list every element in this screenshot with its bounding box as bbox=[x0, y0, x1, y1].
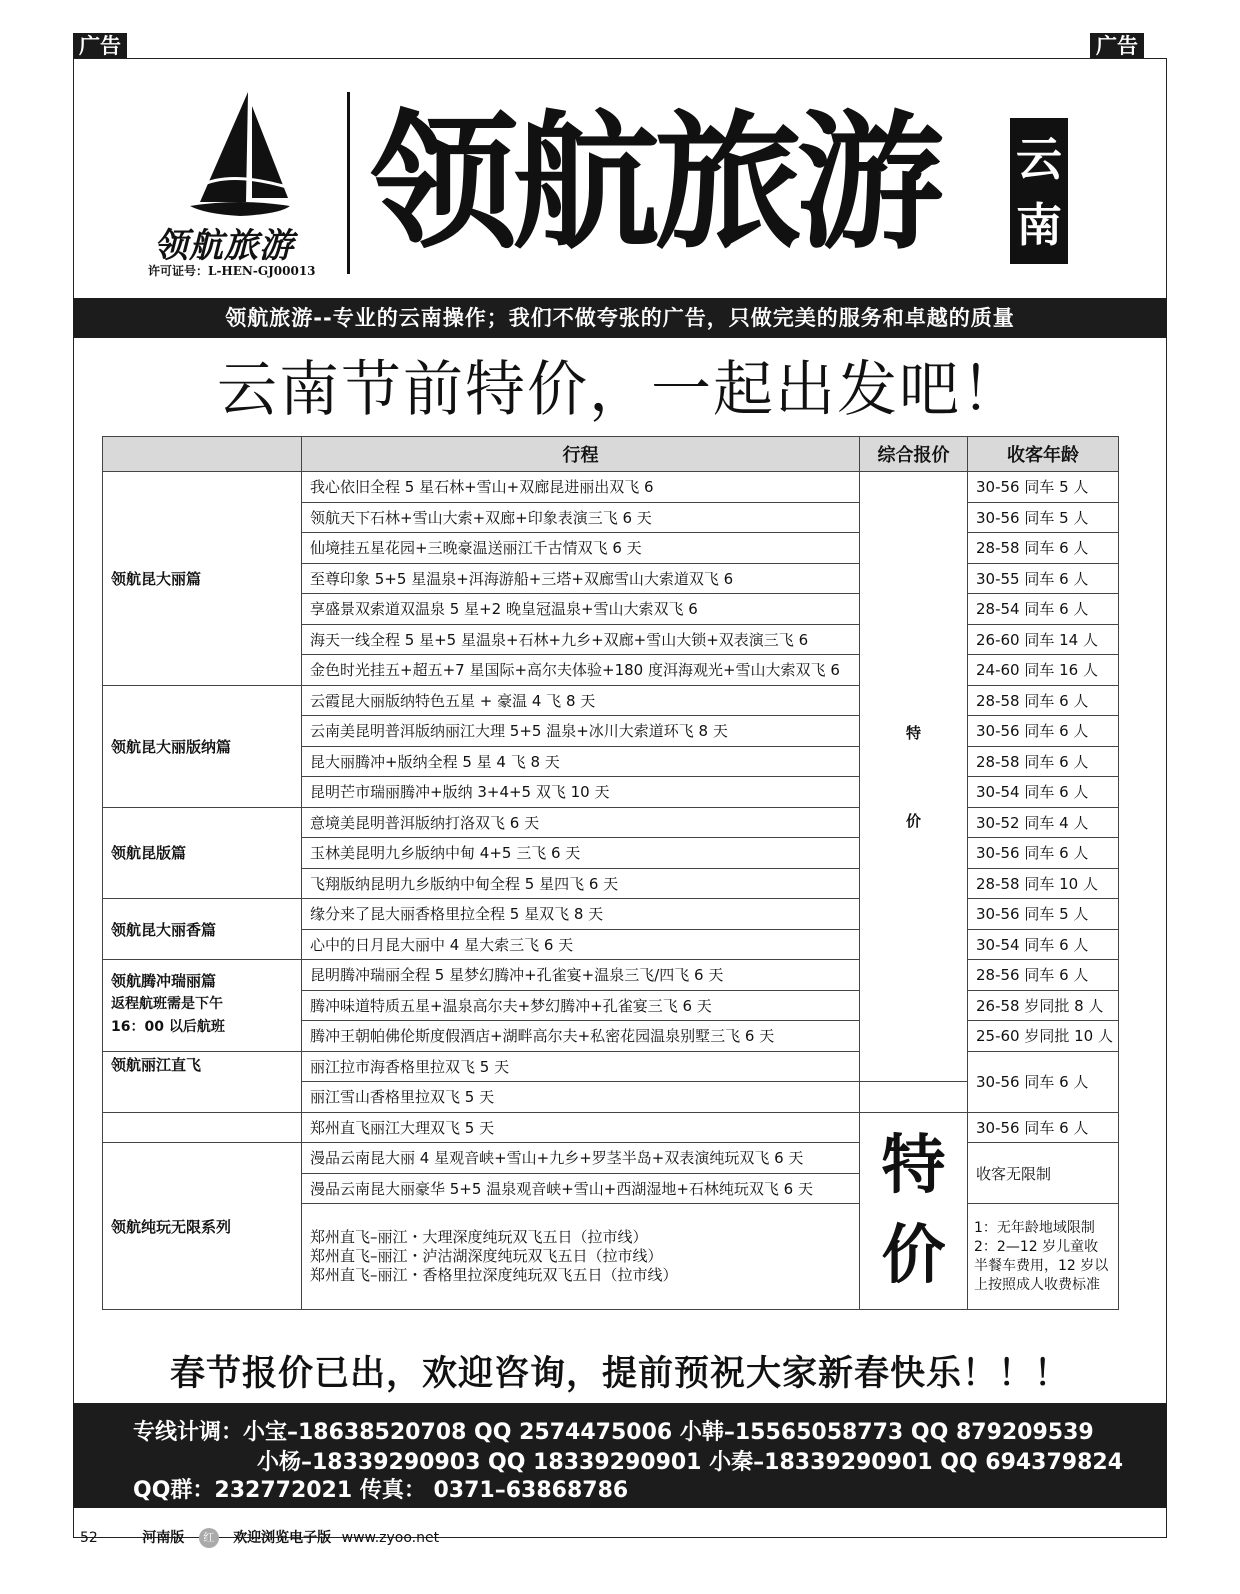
group-name: 领航昆大丽香篇 bbox=[103, 899, 302, 960]
group-name: 领航丽江直飞 bbox=[103, 1051, 302, 1112]
age-cell: 30-55 同车 6 人 bbox=[968, 563, 1119, 594]
age-cell: 28-56 同车 6 人 bbox=[968, 960, 1119, 991]
header-price: 综合报价 bbox=[860, 437, 968, 472]
route-cell: 意境美昆明普洱版纳打洛双飞 6 天 bbox=[302, 807, 860, 838]
age-cell: 30-54 同车 6 人 bbox=[968, 929, 1119, 960]
price-cell-2 bbox=[860, 1112, 968, 1310]
route-cell: 腾冲王朝帕佛伦斯度假酒店+湖畔高尔夫+私密花园温泉别墅三飞 6 天 bbox=[302, 1021, 860, 1052]
header-blank bbox=[103, 437, 302, 472]
price-char-2: 价 bbox=[905, 811, 921, 830]
contact-line-3: QQ群：232772021 传真： 0371–63868786 bbox=[133, 1478, 629, 1503]
ad-tag-left: 广告 bbox=[73, 33, 127, 59]
header-age: 收客年龄 bbox=[968, 437, 1119, 472]
age-cell: 30-56 同车 5 人 bbox=[968, 472, 1119, 503]
table-row bbox=[103, 1112, 1119, 1143]
route-cell: 海天一线全程 5 星+5 星温泉+石林+九乡+双廊+雪山大锁+双表演三飞 6 bbox=[302, 624, 860, 655]
age-cell: 30-56 同车 6 人 bbox=[968, 838, 1119, 869]
age-cell: 25-60 岁同批 10 人 bbox=[968, 1021, 1119, 1052]
age-cell: 30-56 同车 5 人 bbox=[968, 899, 1119, 930]
ad-tag-right: 广告 bbox=[1090, 33, 1144, 59]
age-cell: 30-56 同车 5 人 bbox=[968, 502, 1119, 533]
route-cell-multi bbox=[302, 1204, 860, 1310]
route-cell: 昆大丽腾冲+版纳全程 5 星 4 飞 8 天 bbox=[302, 746, 860, 777]
table-row bbox=[103, 472, 1119, 503]
age-cell: 收客无限制 bbox=[968, 1143, 1119, 1204]
price-char-2: 价 bbox=[881, 1218, 946, 1293]
age-cell: 28-58 同车 6 人 bbox=[968, 685, 1119, 716]
route-cell: 仙境挂五星花园+三晚豪温送丽江千古情双飞 6 天 bbox=[302, 533, 860, 564]
group-name bbox=[103, 960, 302, 1052]
headline: 云南节前特价，一起出发吧！ bbox=[217, 355, 1023, 425]
spring-festival-text: 春节报价已出，欢迎咨询，提前预祝大家新春快乐！！！ bbox=[169, 1354, 1070, 1394]
age-note: 1：无年龄地域限制 bbox=[974, 1219, 1095, 1236]
group-spacer bbox=[103, 1112, 302, 1143]
route-cell: 云南美昆明普洱版纳丽江大理 5+5 温泉+冰川大索道环飞 8 天 bbox=[302, 716, 860, 747]
logo bbox=[140, 90, 340, 280]
route-cell: 金色时光挂五+超五+7 星国际+高尔夫体验+180 度洱海观光+雪山大索双飞 6 bbox=[302, 655, 860, 686]
license-number: 许可证号：L-HEN-GJ00013 bbox=[148, 264, 316, 278]
route-cell: 享盛景双索道双温泉 5 星+2 晚皇冠温泉+雪山大索双飞 6 bbox=[302, 594, 860, 625]
age-cell: 26-60 同车 14 人 bbox=[968, 624, 1119, 655]
age-cell: 30-54 同车 6 人 bbox=[968, 777, 1119, 808]
route-line: 郑州直飞–丽江・泸沽湖深度纯玩双飞五日（拉市线） bbox=[310, 1247, 663, 1265]
age-cell: 28-58 同车 6 人 bbox=[968, 746, 1119, 777]
age-cell: 28-58 同车 6 人 bbox=[968, 533, 1119, 564]
sailboat-icon bbox=[140, 90, 340, 220]
route-cell: 心中的日月昆大丽中 4 星大索三飞 6 天 bbox=[302, 929, 860, 960]
route-cell: 云霞昆大丽版纳特色五星 + 豪温 4 飞 8 天 bbox=[302, 685, 860, 716]
region-char-2: 南 bbox=[1016, 198, 1062, 252]
age-cell: 30-56 同车 6 人 bbox=[968, 716, 1119, 747]
age-cell: 24-60 同车 16 人 bbox=[968, 655, 1119, 686]
age-cell: 30-52 同车 4 人 bbox=[968, 807, 1119, 838]
route-cell: 昆明腾冲瑞丽全程 5 星梦幻腾冲+孔雀宴+温泉三飞/四飞 6 天 bbox=[302, 960, 860, 991]
age-cell: 30-56 同车 6 人 bbox=[968, 1112, 1119, 1143]
route-cell: 我心依旧全程 5 星石林+雪山+双廊昆进丽出双飞 6 bbox=[302, 472, 860, 503]
logo-text: 领航旅游 bbox=[154, 226, 294, 266]
group-note-1: 返程航班需是下午 bbox=[111, 996, 223, 1012]
contact-line-1: 专线计调：小宝–18638520708 QQ 2574475006 小韩–15565058773 QQ 879209539 bbox=[133, 1420, 1094, 1445]
group-name: 领航昆大丽版纳篇 bbox=[103, 685, 302, 807]
age-cell: 30-56 同车 6 人 bbox=[968, 1051, 1119, 1112]
price-cell bbox=[860, 472, 968, 1082]
red-badge-icon: 红 bbox=[199, 1528, 219, 1548]
route-line: 郑州直飞–丽江・大理深度纯玩双飞五日（拉市线） bbox=[310, 1228, 648, 1246]
age-note-cell bbox=[968, 1204, 1119, 1310]
contact-line-2: 小杨–18339290903 QQ 18339290901 小秦–18339290901 QQ 694379824 bbox=[257, 1450, 1124, 1475]
route-cell: 玉林美昆明九乡版纳中甸 4+5 三飞 6 天 bbox=[302, 838, 860, 869]
brand-title: 领航旅游 bbox=[370, 97, 938, 269]
route-cell: 丽江拉市海香格里拉双飞 5 天 bbox=[302, 1051, 860, 1082]
header-route: 行程 bbox=[302, 437, 860, 472]
route-cell: 至尊印象 5+5 星温泉+洱海游船+三塔+双廊雪山大索道双飞 6 bbox=[302, 563, 860, 594]
edition-label: 河南版 bbox=[142, 1530, 185, 1546]
route-cell: 领航天下石林+雪山大索+双廊+印象表演三飞 6 天 bbox=[302, 502, 860, 533]
route-cell: 飞翔版纳昆明九乡版纳中甸全程 5 星四飞 6 天 bbox=[302, 868, 860, 899]
price-char-1: 特 bbox=[905, 723, 921, 742]
group-name: 领航昆版篇 bbox=[103, 807, 302, 899]
contact-bar bbox=[73, 1403, 1167, 1508]
group-name: 领航纯玩无限系列 bbox=[103, 1143, 302, 1310]
website-link[interactable]: www.zyoo.net bbox=[341, 1530, 440, 1546]
region-badge bbox=[1010, 118, 1068, 264]
route-cell: 昆明芒市瑞丽腾冲+版纳 3+4+5 双飞 10 天 bbox=[302, 777, 860, 808]
table-header-row bbox=[103, 437, 1119, 472]
route-cell: 郑州直飞丽江大理双飞 5 天 bbox=[302, 1112, 860, 1143]
region-char-1: 云 bbox=[1016, 132, 1062, 186]
browse-text: 欢迎浏览电子版 bbox=[233, 1530, 332, 1546]
group-note-2: 16：00 以后航班 bbox=[111, 1019, 225, 1035]
route-cell: 漫品云南昆大丽 4 星观音峡+雪山+九乡+罗茎半岛+双表演纯玩双飞 6 天 bbox=[302, 1143, 860, 1174]
route-cell: 漫品云南昆大丽豪华 5+5 温泉观音峡+雪山+西湖湿地+石林纯玩双飞 6 天 bbox=[302, 1173, 860, 1204]
group-title: 领航腾冲瑞丽篇 bbox=[111, 972, 217, 990]
page-footer bbox=[80, 1527, 439, 1548]
age-cell: 28-54 同车 6 人 bbox=[968, 594, 1119, 625]
group-name: 领航昆大丽篇 bbox=[103, 472, 302, 686]
route-cell: 腾冲味道特质五星+温泉高尔夫+梦幻腾冲+孔雀宴三飞 6 天 bbox=[302, 990, 860, 1021]
route-cell: 缘分来了昆大丽香格里拉全程 5 星双飞 8 天 bbox=[302, 899, 860, 930]
page-number: 52 bbox=[80, 1530, 98, 1546]
slogan-bar: 领航旅游--专业的云南操作；我们不做夸张的广告，只做完美的服务和卓越的质量 bbox=[73, 298, 1167, 338]
route-cell: 丽江雪山香格里拉双飞 5 天 bbox=[302, 1082, 860, 1113]
routes-table bbox=[102, 436, 1119, 1310]
price-char-1: 特 bbox=[881, 1128, 946, 1203]
route-line: 郑州直飞–丽江・香格里拉深度纯玩双飞五日（拉市线） bbox=[310, 1266, 678, 1284]
age-cell: 26-58 岁同批 8 人 bbox=[968, 990, 1119, 1021]
divider-line bbox=[347, 92, 350, 274]
age-note: 2：2—12 岁儿童收半餐车费用，12 岁以上按照成人收费标准 bbox=[974, 1238, 1109, 1293]
age-cell: 28-58 同车 10 人 bbox=[968, 868, 1119, 899]
